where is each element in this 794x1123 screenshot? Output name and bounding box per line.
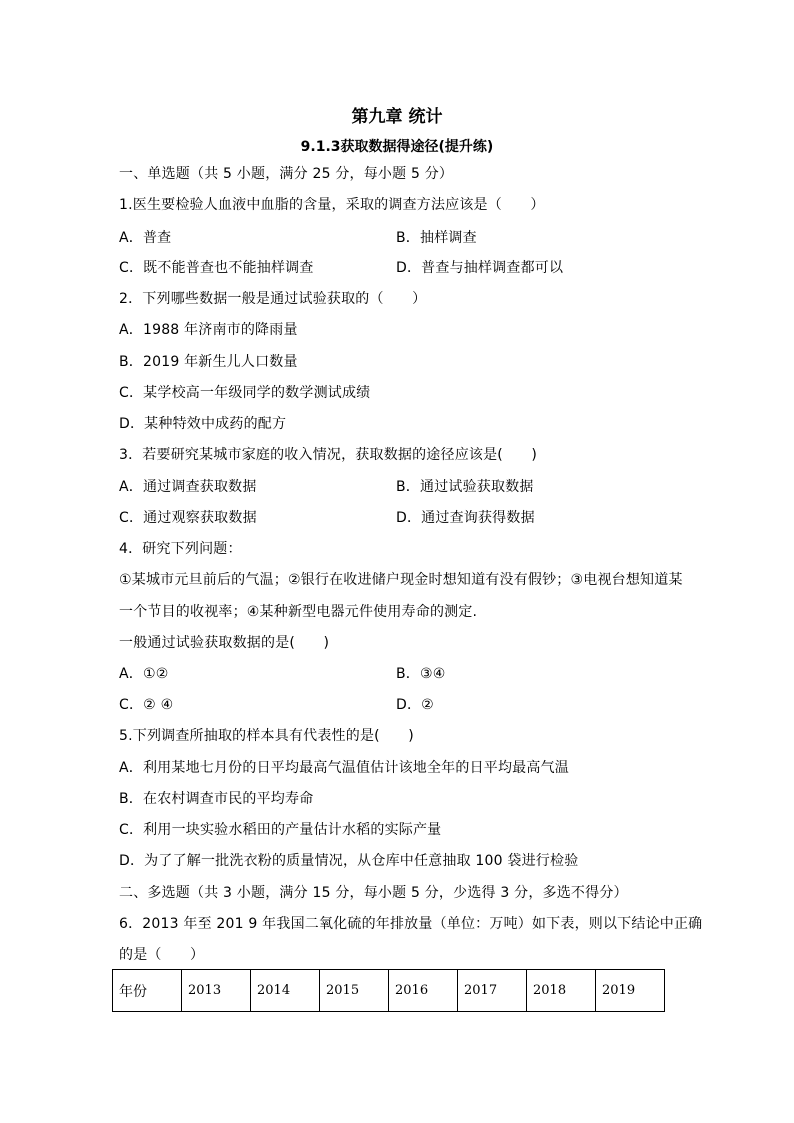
table-row <box>113 970 665 1012</box>
question-1-option-b: B．抽样调查 <box>396 230 477 246</box>
question-1-stem: 1.医生要检验人血液中血脂的含量，采取的调查方法应该是（ ） <box>119 197 545 213</box>
table-cell: 2018 <box>527 970 596 1012</box>
question-5-option-c: C．利用一块实验水稻田的产量估计水稻的实际产量 <box>119 822 442 838</box>
question-2-stem: 2．下列哪些数据一般是通过试验获取的（ ） <box>119 291 427 307</box>
table-cell: 2013 <box>182 970 251 1012</box>
question-4-text-line-2: 一个节目的收视率；④某种新型电器元件使用寿命的测定. <box>119 604 478 620</box>
question-2-option-d: D．某种特效中成药的配方 <box>119 416 287 432</box>
question-2-option-c: C．某学校高一年级同学的数学测试成绩 <box>119 385 371 401</box>
table-cell: 2014 <box>251 970 320 1012</box>
page-title: 第九章 统计 <box>351 107 443 127</box>
question-2-option-b: B．2019 年新生儿人口数量 <box>119 354 298 370</box>
question-3-option-b: B．通过试验获取数据 <box>396 479 534 495</box>
question-4-option-a: A．①② <box>119 666 169 682</box>
emission-table <box>112 969 665 1012</box>
question-3-option-d: D．通过查询获得数据 <box>396 510 535 526</box>
section-heading-multiple-choice: 二、多选题（共 3 小题，满分 15 分，每小题 5 分，少选得 3 分，多选不得分） <box>119 885 628 901</box>
question-5-option-b: B．在农村调查市民的平均寿命 <box>119 791 314 807</box>
question-1-option-c: C．既不能普查也不能抽样调查 <box>119 260 314 276</box>
question-5-option-d: D．为了了解一批洗衣粉的质量情况，从仓库中任意抽取 100 袋进行检验 <box>119 853 579 869</box>
question-4-option-b: B．③④ <box>396 666 446 682</box>
question-4-option-d: D．② <box>396 697 434 713</box>
question-6-stem-line-1: 6．2013 年至 201 9 年我国二氧化硫的年排放量（单位：万吨）如下表，则以下结论中正确 <box>119 916 703 932</box>
question-2-option-a: A．1988 年济南市的降雨量 <box>119 322 298 338</box>
question-3-stem: 3．若要研究某城市家庭的收入情况，获取数据的途径应该是( ) <box>119 447 538 463</box>
section-heading-single-choice: 一、单选题（共 5 小题，满分 25 分，每小题 5 分） <box>119 166 454 182</box>
lesson-title: 9.1.3获取数据得途径(提升练) <box>300 139 494 155</box>
table-cell: 2016 <box>389 970 458 1012</box>
question-4-text-line-1: ①某城市元旦前后的气温；②银行在收进储户现金时想知道有没有假钞；③电视台想知道某 <box>119 572 683 588</box>
table-cell: 2017 <box>458 970 527 1012</box>
question-5-stem: 5.下列调查所抽取的样本具有代表性的是( ) <box>119 728 414 744</box>
question-3-option-a: A．通过调查获取数据 <box>119 479 257 495</box>
question-4-stem: 4．研究下列问题： <box>119 541 242 557</box>
table-cell: 2015 <box>320 970 389 1012</box>
question-1-option-d: D．普查与抽样调查都可以 <box>396 260 564 276</box>
question-3-option-c: C．通过观察获取数据 <box>119 510 257 526</box>
table-cell: 2019 <box>596 970 665 1012</box>
question-4-ask: 一般通过试验获取数据的是( ) <box>119 635 330 651</box>
table-header-year: 年份 <box>113 970 182 1012</box>
question-1-option-a: A．普查 <box>119 230 172 246</box>
question-5-option-a: A．利用某地七月份的日平均最高气温值估计该地全年的日平均最高气温 <box>119 760 569 776</box>
question-6-stem-line-2: 的是（ ） <box>119 947 205 963</box>
question-4-option-c: C．② ④ <box>119 697 174 713</box>
